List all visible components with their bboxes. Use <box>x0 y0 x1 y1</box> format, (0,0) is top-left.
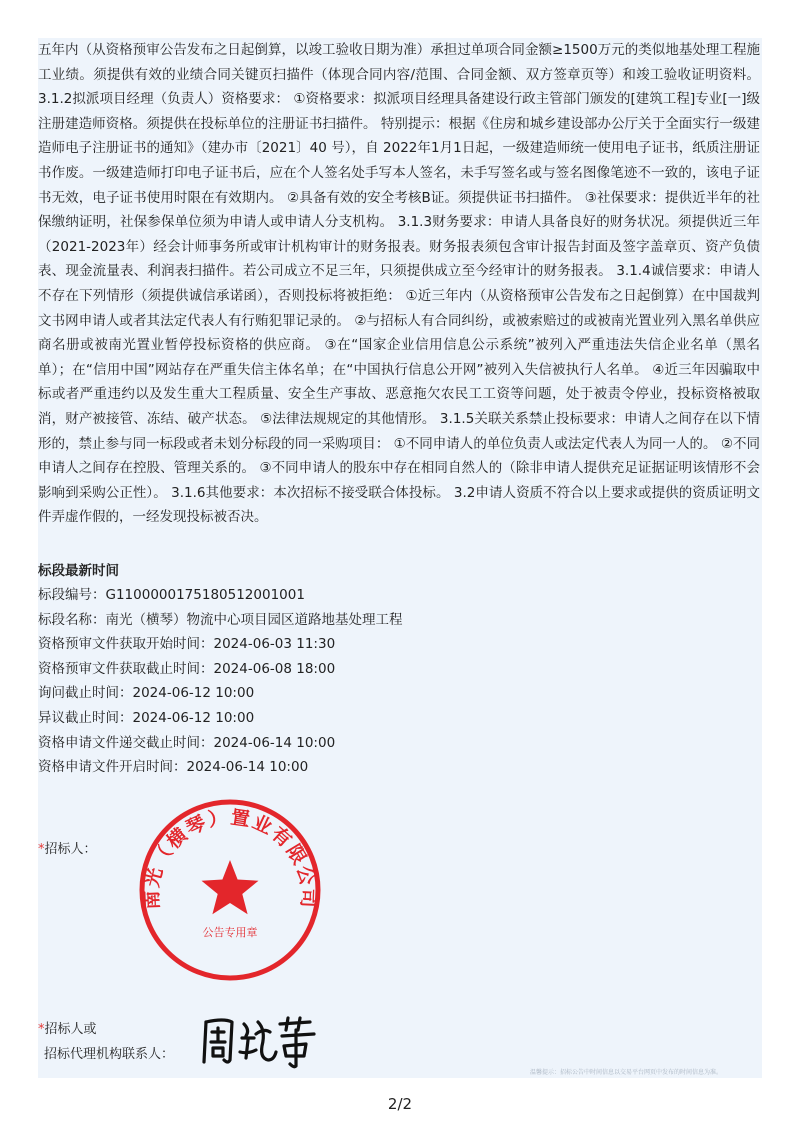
contact-label-line2: 招标代理机构联系人： <box>44 1047 175 1062</box>
required-mark: * <box>38 1022 45 1037</box>
seal-bottom-text: 公告专用章 <box>202 926 258 939</box>
required-mark: * <box>38 842 45 857</box>
page-number: 2/2 <box>387 1095 413 1113</box>
section-title: 标段最新时间 <box>38 563 119 579</box>
contact-label-line1: *招标人或 <box>38 1022 97 1037</box>
field-opening-time: 资格申请文件开启时间：2024-06-14 10:00 <box>38 759 309 776</box>
footer-tip: 温馨提示：招标公告中时间信息以交易平台网页中发布的时间信息为准。 <box>530 1069 723 1076</box>
field-section-name: 标段名称：南光（横琴）物流中心项目园区道路地基处理工程 <box>38 611 403 628</box>
field-prequal-end-time: 资格预审文件获取截止时间：2024-06-08 18:00 <box>38 660 336 677</box>
handwritten-signature <box>196 1010 326 1070</box>
field-submission-deadline: 资格申请文件递交截止时间：2024-06-14 10:00 <box>38 734 336 751</box>
svg-text:南光（横琴）置业有限公司: 南光（横琴）置业有限公司 <box>140 806 320 911</box>
field-section-number: 标段编号：G1100000175180512001001 <box>38 587 305 603</box>
field-inquiry-deadline: 询问截止时间：2024-06-12 10:00 <box>38 685 255 702</box>
tender-time-fields <box>38 583 403 780</box>
requirements-text: 五年内（从资格预审公告发布之日起倒算，以竣工验收日期为准）承担过单项合同金额≥1500万元的类似地基处理工程施工业绩。须提供有效的业绩合同关键页扫描件（体现合同内容/范围、合同金额、双方签章页等）和竣工验收证明资料。 3.1.2拟派项目经理（负责人）资格要求： ①资格要求：拟派项目经理具备建设行政主管部门颁发的[建筑工程]专业[一]级注册建造师资格。须提供在投标单位的注册证书扫描件。 特别提示：根据《住房和城乡建设部办公厅关于全面实行一级建造师电子注册证书的通知》（建办市〔2021〕40 号），自 2022年1月1日起，一级建造师统一使用电子证书，纸质注册证书作废。一级建造师打印电子证书后，应在个人签名处手写本人签名，未手写签名或与签名图像笔迹不一致的，该电子证书无效，电子证书使用时限在有效期内。 ②具备有效的安全考核B证。须提供证书扫描件。 ③社保要求：提供近半年的社保缴纳证明，社保参保单位须为申请人或申请人分支机构。 3.1.3财务要求：申请人具备良好的财务状况。须提供近三年（2021-2023年）经会计师事务所或审计机构审计的财务报表。财务报表须包含审计报告封面及签字盖章页、资产负债表、现金流量表、利润表扫描件。若公司成立不足三年，只须提供成立至今经审计的财务报表。 3.1.4诚信要求：申请人不存在下列情形（须提供诚信承诺函），否则投标将被拒绝： ①近三年内（从资格预审公告发布之日起倒算）在中国裁判文书网申请人或者其法定代表人有行贿犯罪记录的。 ②与招标人有合同纠纷，或被索赔过的或被南光置业列入黑名单供应商名册或被南光置业暂停投标资格的供应商。 ③在“国家企业信用信息公示系统”被列入严重违法失信企业名单（黑名单）；在“信用中国”网站存在严重失信主体名单；在“中国执行信息公开网”被列入失信被执行人名单。 ④近三年因骗取中标或者严重违约以及发生重大工程质量、安全生产事故、恶意拖欠农民工工资等问题，处于被责令停业，投标资格被取消，财产被接管、冻结、破产状态。 ⑤法律法规规定的其他情形。 3.1.5关联关系禁止投标要求：申请人之间存在以下情形的，禁止参与同一标段或者未划分标段的同一采购项目： ①不同申请人的单位负责人或法定代表人为同一人的。 ②不同申请人之间存在控股、管理关系的。 ③不同申请人的股东中存在相同自然人的（除非申请人提供充足证据证明该情形不会影响到采购公正性）。 3.1.6其他要求：本次招标不接受联合体投标。 3.2申请人资质不符合以上要求或提供的资质证明文件弄虚作假的，一经发现投标被否决。 <box>38 42 760 526</box>
company-seal-stamp <box>130 790 330 990</box>
tenderer-label: *招标人： <box>38 842 97 857</box>
field-objection-deadline: 异议截止时间：2024-06-12 10:00 <box>38 709 255 726</box>
seal-star-icon <box>202 860 259 914</box>
field-prequal-start-time: 资格预审文件获取开始时间：2024-06-03 11:30 <box>38 636 336 653</box>
